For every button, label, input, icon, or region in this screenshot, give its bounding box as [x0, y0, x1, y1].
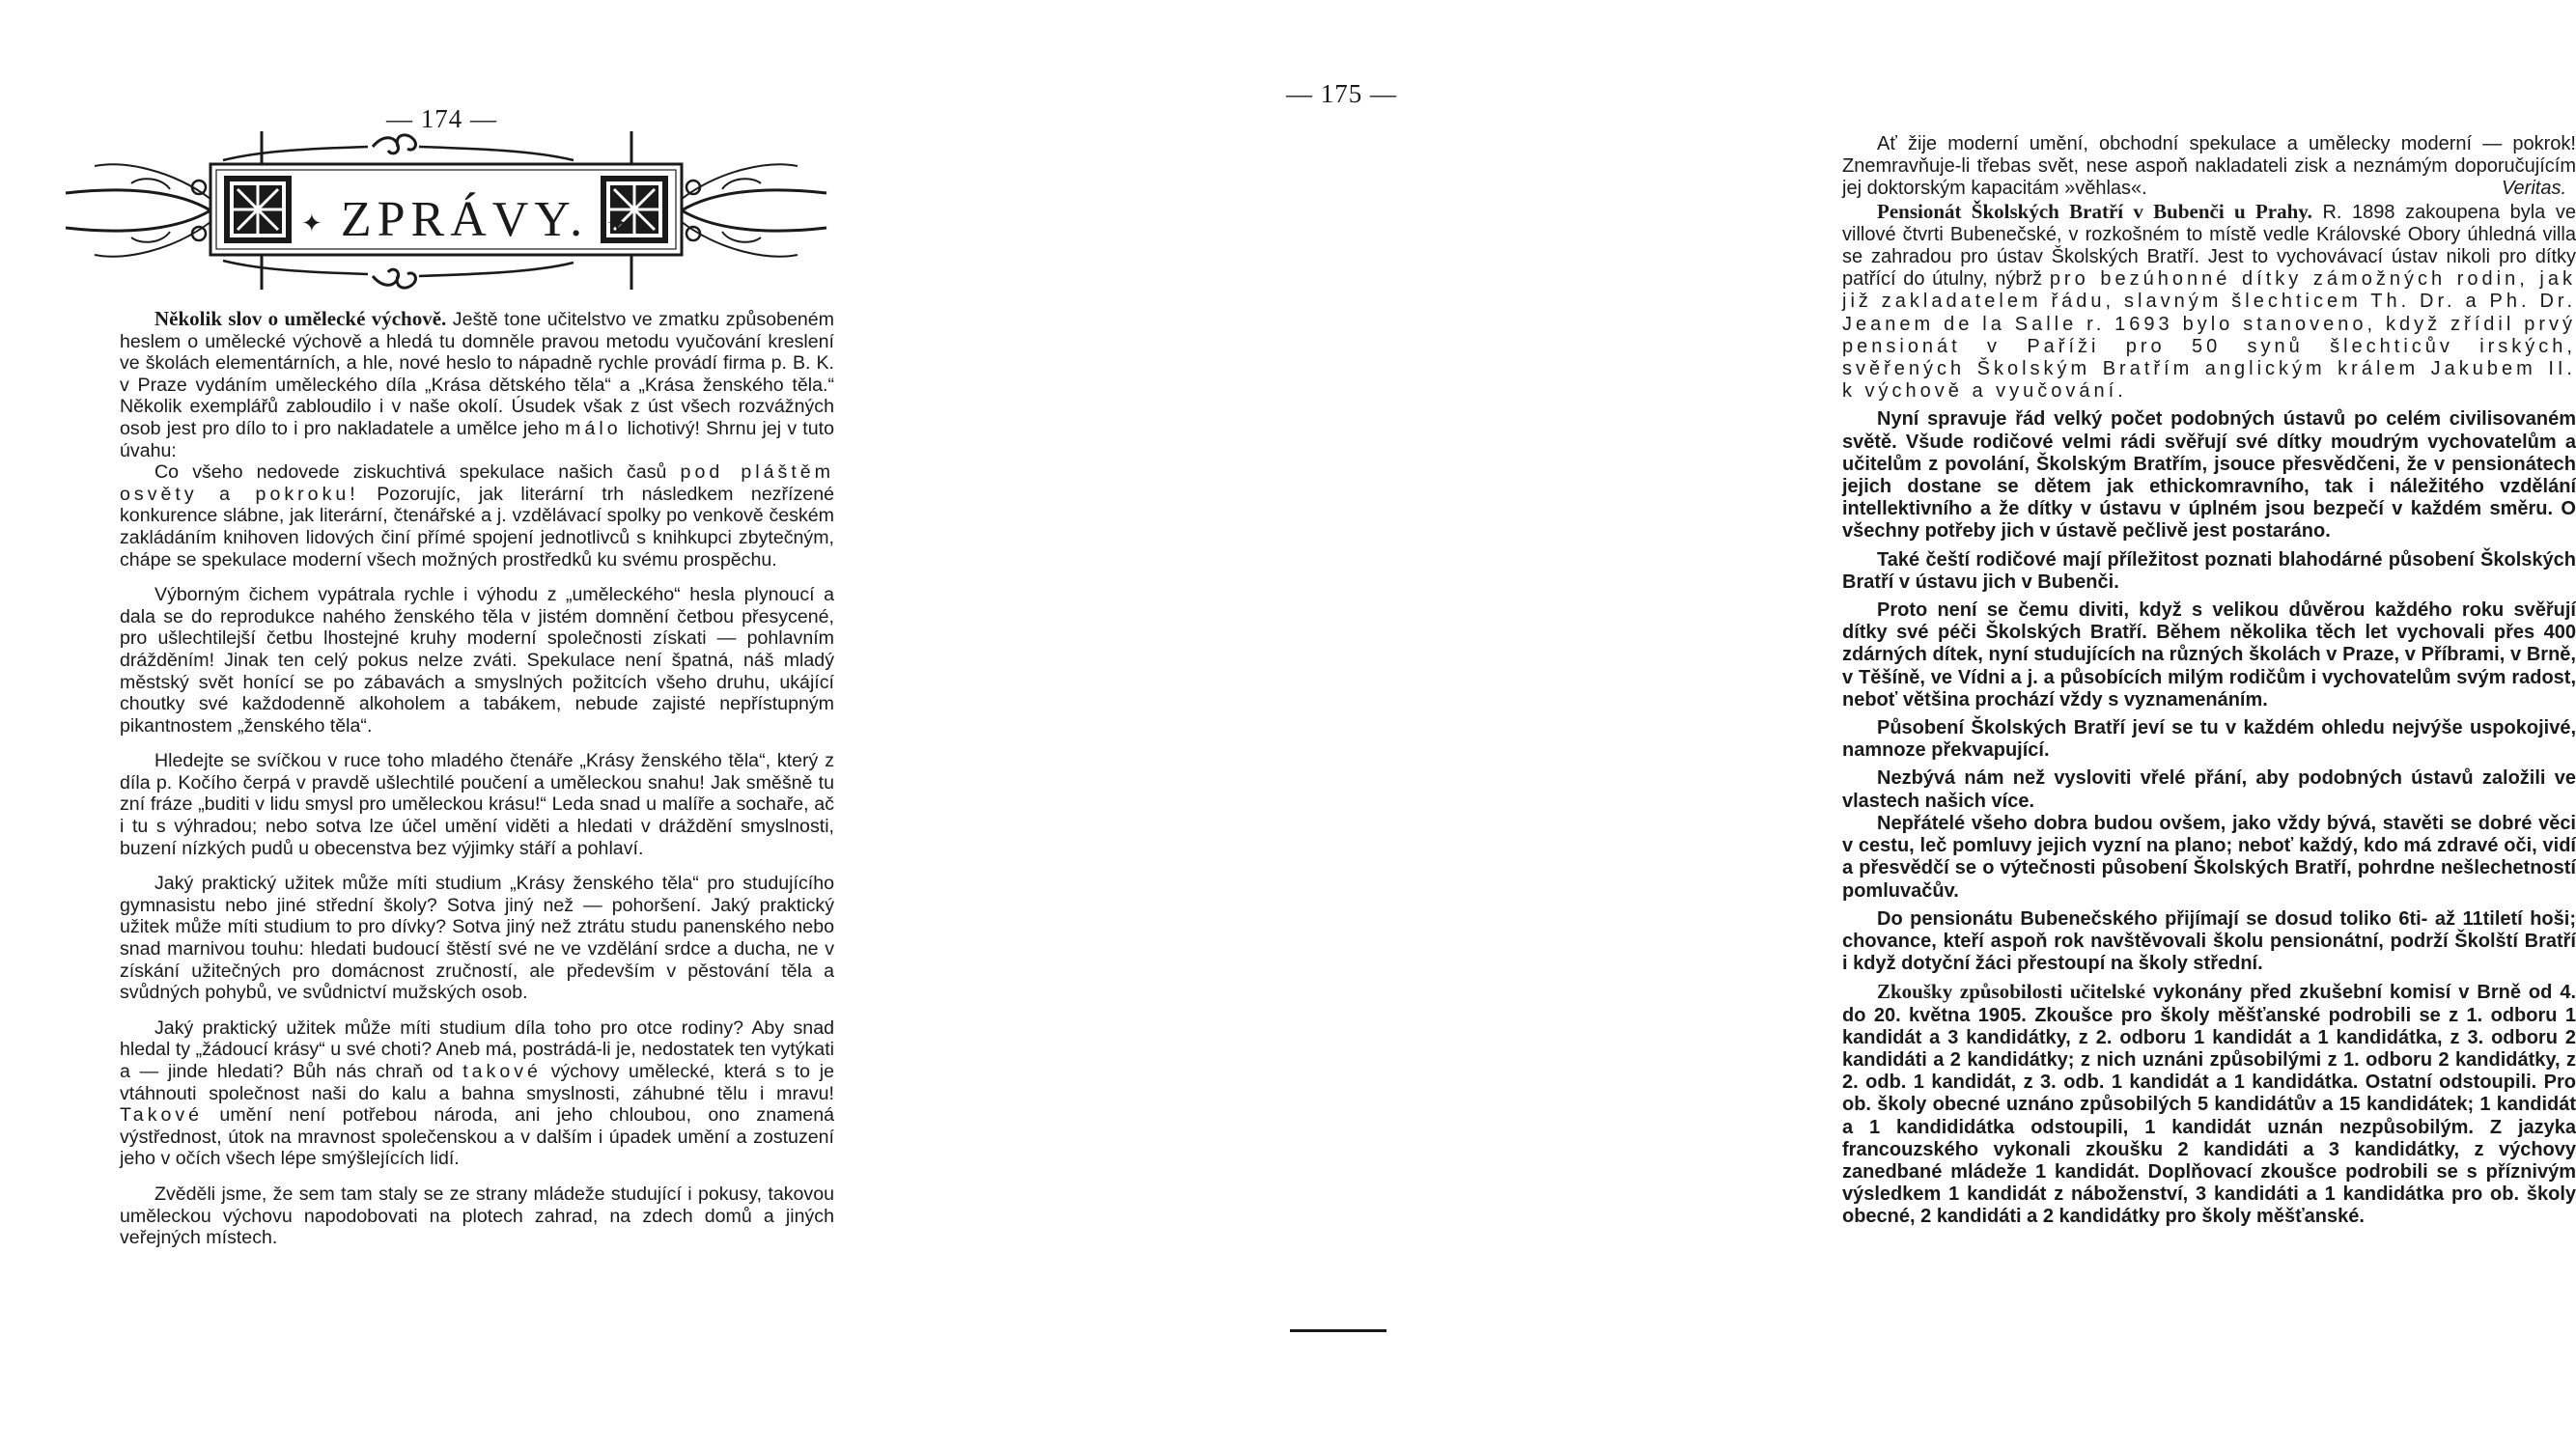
article-paragraph: Nyní spravuje řád velký počet podobných ústavů po celém civilisovaném světě. Všude rodičové velmi rádi svěřují své dítky moudrým vychovatelům a učitelům z povolání, Školským Bratřím, jsouce přesvědčeni, že v pensionátech jejich dostane se dětem jak ethickomravního, tak i náležitého vzdělání intellektivního a že dítky v ústavu v úplném jsou bezpečí v každém směru. O všechny potřeby jich v ústavě pečlivě jest postaráno. [1842, 408, 2576, 543]
article-paragraph: Nepřátelé všeho dobra budou ovšem, jako vždy bývá, stavěti se dobré věci v cestu, leč pomluvy jejich vyzní na plano; neboť každý, kdo má zdravé oči, vidí a přesvědčí se o výtečnosti působení Školských Bratří, pohrdne nešlechetností pomluvačův. [1842, 812, 2576, 902]
paragraph-text: Ať žije moderní umění, obchodní spekulace a umělecky moderní — pokrok! Znemravňuje-li třebas svět, nese aspoň nakladateli zisk a neznámým doporučujícím jej doktorským kapacitám »věhlas«. [1842, 133, 2576, 200]
article-paragraph: Také čeští rodičové mají příležitost poznati blahodárné působení Školských Bratří v ústavu jich v Bubenči. [1842, 548, 2576, 593]
paragraph-text: výchovy umělecké, která s to je vtáhnouti společnost naši do kalu a bahna smyslnosti, záhubné tělu i mravu! [120, 1061, 834, 1104]
article-heading: Zkoušky způsobilosti učitelské [1877, 980, 2145, 1004]
article-paragraph: Nezbývá nám než vysloviti vřelé přání, aby podobných ústavů založili ve vlastech našich více. [1842, 767, 2576, 812]
paragraph-text: Pozorujíc, jak literární trh následkem nezřízené konkurence slábne, jak literární, čtenářské a j. vzdělávací spolky po venkově českém zakládáním knihoven lidových činí přímé spojení jednotlivců s knihkupci zbytečným, chápe se spekulace moderní všech možných prostředků ku svému prospěchu. [120, 483, 834, 571]
article-paragraph [120, 461, 834, 571]
page-number: — 174 — [386, 104, 497, 133]
article-paragraph [1842, 981, 2576, 1228]
article-paragraph: Výborným čichem vypátrala rychle i výhodu z „uměleckého“ hesla plynoucí a dala se do reprodukce nahého ženského těla v jistém domnění četbou přesycené, pro ušlechtilejší četbu lhostejné kruhy moderní společnosti získati — pohlavním drážděním! Jinak ten celý pokus nelze zváti. Spekulace není špatná, náš mladý městský svět honící se po zábavách a smyslných požitcích všeho druhu, ukájící choutky své každodenně alkoholem a tabákem, nebude zajisté nepřístupným pikantnostem „ženského těla“. [120, 584, 834, 737]
emphasized-text: málo [565, 417, 622, 439]
article-paragraph: Hledejte se svíčkou v ruce toho mladého čtenáře „Krásy ženského těla“, který z díla p. Kočího čerpá v pravdě ušlechtilé poučení a uměleckou snahu! Jak směšně tu zní fráze „buditi v lidu smysl pro uměleckou krásu!“ Leda snad u malíře a sochaře, ač i tu s výhradou; nebo sotva lze účel umění viděti a hledati v dráždění smyslnosti, buzení nízkých pudů u obecenstva bez výjimky stáří a pohlaví. [120, 750, 834, 859]
article-paragraph: Zvěděli jsme, že sem tam staly se ze strany mládeže studující i pokusy, takovou uměleckou výchovu napodobovati na plotech zahrad, na zdech domů a jiných veřejných místech. [120, 1183, 834, 1249]
paragraph-text: vykonány před zkušební komisí v Brně od 4. do 20. května 1905. Zkoušce pro školy měšťanské podrobili se z 1. odboru 1 kandidát a 3 kandidátky, z 2. odboru 1 kandidát a 1 kandidátka, z 3. odboru 2 kandidáti a 2 kandidátky; z nich uznáni způsobilými z 1. odboru 2 kandidátky, z 2. odb. 1 kandidát, z 3. odb. 1 kandidát a 1 kandidátka. Ostatní odstoupili. Pro ob. školy obecné uznáno způsobilých 5 kandidátův a 15 kandidátek; 1 kandidát a 1 kandididátka odstoupili, 1 kandidát uznán nezpůsobilým. Z jazyka francouzského vykonali zkoušku 2 kandidáti a 3 kandidátky, z výchovy zanedbané mládeže 1 kandidát. Doplňovací zkoušce podrobili se s příznivým výsledkem 1 kandidát z náboženství, 3 kandidáti a 1 kandidátka pro ob. školy obecné, 2 kandidáti a 2 kandidátky pro školy měšťanské. [1842, 982, 2576, 1228]
page-number: — 175 — [1286, 79, 1397, 108]
right-page [890, 0, 2576, 1448]
emphasized-text: pod pláštěm osvěty a pokroku! [120, 461, 834, 505]
article-heading: Několik slov o umělecké výchově. [154, 307, 447, 330]
star-ornament-icon: ✦ [606, 209, 628, 238]
article-paragraph [120, 308, 834, 461]
article-heading: Pensionát Školských Bratří v Bubenči u Prahy. [1877, 199, 2312, 223]
article-paragraph [120, 1017, 834, 1170]
section-title [286, 192, 643, 247]
emphasized-text: pro bezúhonné dítky zámožných rodin, jak již zakladatelem řádu, slavným šlechticem Th. Dr. a Ph. Dr. Jeanem de la Salle r. 1693 bylo stanoveno, když zřídil prvý pensionát v Paříži pro 50 synů šlechticův irských, svěřených Školským Bratřím anglickým králem Jakubem II. k výchově a vyučování. [1842, 268, 2576, 403]
article-paragraph: Jaký praktický užitek může míti studium „Krásy ženského těla“ pro studujícího gymnasistu nebo jiné střední školy? Sotva jiný než — pohoršení. Jaký praktický užitek může míti studium to pro dívky? Sotva jiný než ztrátu studu panenského nebo snad marnivou touhu: hledati budoucí štěstí své ne ve vzdělání srdce a ducha, ne v získání užitečných pro domácnost zručností, ale především v pěstování těla a svůdných pohybů, ve svůdnictví mužských osob. [120, 873, 834, 1004]
paragraph-text: Ještě tone učitelstvo ve zmatku způsobeném heslem o umělecké výchově a hledá tu domněle pravou metodu vyučování kreslení ve školách elementárních, a hle, nové heslo to nápadně rychle provádí firma p. B. K. v Praze vydáním uměleckého díla „Krása dětského těla“ a „Krása ženského těla.“ Několik exemplářů zabloudilo i v naše okolí. Úsudek však z úst všech rozvážných osob jest pro dílo to i pro nakladatele a umělce jeho [120, 309, 834, 439]
article-paragraph: Působení Školských Bratří jeví se tu v každém ohledu nejvýše uspokojivé, namnoze překvapující. [1842, 717, 2576, 762]
section-title-text: ZPRÁVY. [340, 192, 589, 247]
right-text-column [1842, 133, 2576, 1229]
article-paragraph [1842, 133, 2576, 201]
emphasized-text: takové [462, 1061, 542, 1082]
zpravy-header-ornament [54, 131, 838, 290]
emphasized-text: Takové [120, 1104, 204, 1127]
left-page [0, 0, 890, 1448]
paragraph-text: umění není potřebou národa, ani jeho chloubou, ono znamená výstřednost, útok na mravnost společenskou a v dalším i úpadek umění a zostuzení jeho v očích všech lépe smýšlejících lidí. [120, 1104, 834, 1170]
star-ornament-icon: ✦ [301, 209, 322, 238]
left-text-column [120, 308, 834, 1249]
article-paragraph: Proto není se čemu diviti, když s velikou důvěrou každého roku svěřují dítky své péči Školských Bratří. Během několika těch let vychovali přes 400 zdárných dítek, nyní studujících na různých školách v Praze, v Příbrami, v Brně, v Těšíně, ve Vídni a j. a působících milým rodičům i vychovatelům svým radost, neboť většina prochází vždy s vyznamenáním. [1842, 599, 2576, 710]
paragraph-text: lichotivý! Shrnu jej v tuto úvahu: [120, 417, 834, 461]
paragraph-text: Jaký praktický užitek může míti studium díla toho pro otce rodiny? Aby snad hledal ty „žádoucí krásy“ u své choti? Aneb má, postrádá-li je, nedostatek ten vytýkati a — jinde hledati? Bůh nás chraň od [120, 1016, 834, 1082]
paragraph-text: Co všeho nedovede ziskuchtivá spekulace našich časů [154, 461, 681, 484]
article-paragraph: Do pensionátu Bubenečského přijímají se dosud toliko 6ti- až 11tiletí hoši; chovance, kteří aspoň rok navštěvovali školu pensionátní, podrží Školští Bratří i když dotyční žáci přestoupí na školy střední. [1842, 907, 2576, 975]
article-paragraph [1842, 201, 2576, 404]
paragraph-text: R. 1898 zakoupena byla ve villové čtvrti Bubenečské, v rozkošném to místě vedle Královské Obory úhledná villa se zahradou pro ústav Školských Bratří. Jest to vychovávací ústav nikoli pro dítky patřící do útulny, nýbrž [1842, 201, 2576, 291]
author-signature: Veritas. [2501, 178, 2566, 200]
end-rule-divider [1290, 1329, 1386, 1332]
